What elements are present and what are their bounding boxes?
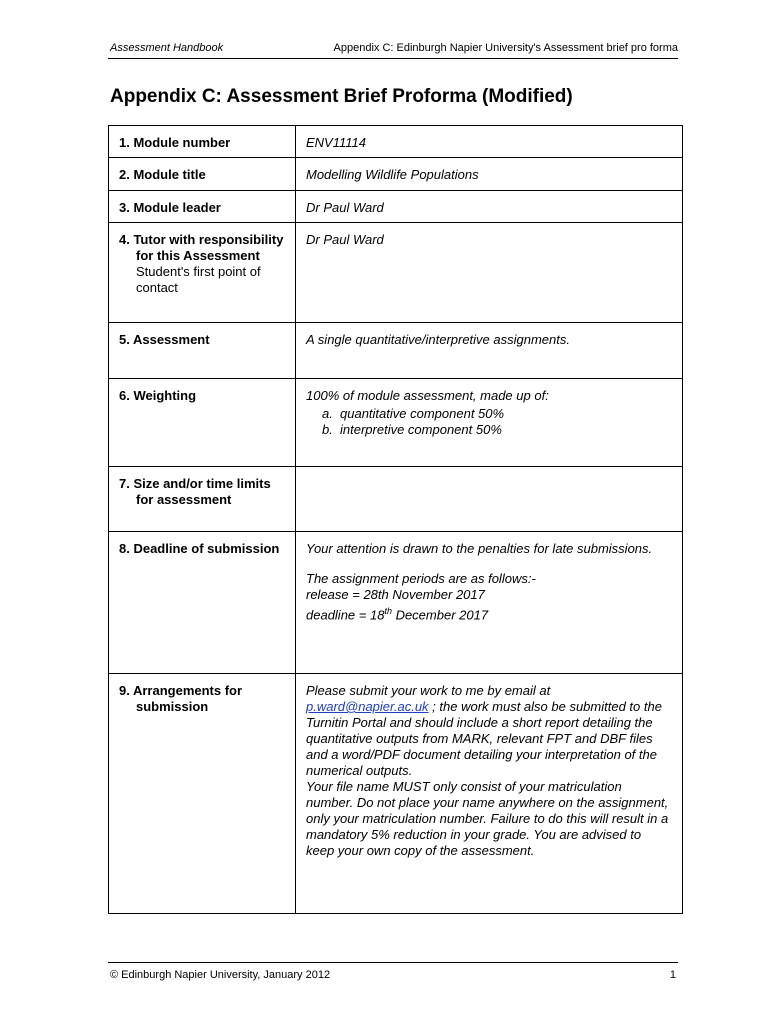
arrangements-value <box>296 674 683 914</box>
weighting-label: 6. Weighting <box>109 379 296 467</box>
weighting-intro: 100% of module assessment, made up of: <box>306 388 549 403</box>
module-number-label: 1. Module number <box>109 126 296 158</box>
page-title: Appendix C: Assessment Brief Proforma (Modified) <box>110 86 573 107</box>
size-limits-label: 7. Size and/or time limits for assessment <box>109 467 296 532</box>
table-row <box>109 532 683 674</box>
module-number-value: ENV11114 <box>296 126 683 158</box>
table-row <box>109 379 683 467</box>
table-row <box>109 158 683 191</box>
table-row <box>109 323 683 379</box>
header-handbook: Assessment Handbook <box>110 42 224 54</box>
list-item: a. quantitative component 50% <box>322 406 505 421</box>
tutor-sublabel: Student's first point of contact <box>136 264 261 295</box>
tutor-value: Dr Paul Ward <box>296 223 683 323</box>
module-leader-label: 3. Module leader <box>109 191 296 223</box>
table-row <box>109 126 683 158</box>
list-item: b. interpretive component 50% <box>322 422 502 437</box>
release-date: release = 28th November 2017 <box>306 587 485 602</box>
table-row <box>109 223 683 323</box>
table-row <box>109 467 683 532</box>
assessment-value: A single quantitative/interpretive assignments. <box>296 323 683 379</box>
header-divider <box>108 58 678 59</box>
page-number: 1 <box>669 969 676 981</box>
table-row <box>109 674 683 914</box>
footer-copyright: © Edinburgh Napier University, January 2012 <box>110 969 331 981</box>
weighting-components <box>306 406 672 438</box>
late-penalty-note: Your attention is drawn to the penalties for late submissions. <box>306 541 653 556</box>
deadline-value <box>296 532 683 674</box>
file-naming-instructions: Your file name MUST only consist of your matriculation number. Do not place your name anywhere on the assignment, only your matriculation number. Failure to do this will result in a mandatory 5% reduction in your grade. You are advised to keep your own copy of the assessment. <box>306 779 669 858</box>
tutor-label: 4. Tutor with responsibility for this Assessment Student's first point of contact <box>109 223 296 323</box>
weighting-value <box>296 379 683 467</box>
module-leader-value: Dr Paul Ward <box>296 191 683 223</box>
module-title-value: Modelling Wildlife Populations <box>296 158 683 191</box>
table-row <box>109 191 683 223</box>
footer-divider <box>108 962 678 963</box>
assignment-periods-heading: The assignment periods are as follows:- <box>306 571 536 586</box>
deadline-date: deadline = 18th December 2017 <box>306 606 489 623</box>
header-appendix: Appendix C: Edinburgh Napier University's Assessment brief pro forma <box>333 42 678 54</box>
arrangements-label: 9. Arrangements for submission <box>109 674 296 914</box>
deadline-label: 8. Deadline of submission <box>109 532 296 674</box>
submission-instructions: Please submit your work to me by email at p.ward@napier.ac.uk ; the work must also be submitted to the Turnitin Portal and should include a short report detailing the quantitative outputs from MARK, relevant FPT and DBF files and a word/PDF document detailing your interpretation of the numerical outputs. <box>306 683 662 778</box>
size-limits-value <box>296 467 683 532</box>
module-title-label: 2. Module title <box>109 158 296 191</box>
tutor-email-link[interactable]: p.ward@napier.ac.uk <box>306 699 429 714</box>
assessment-brief-table <box>108 125 683 914</box>
assessment-label: 5. Assessment <box>109 323 296 379</box>
